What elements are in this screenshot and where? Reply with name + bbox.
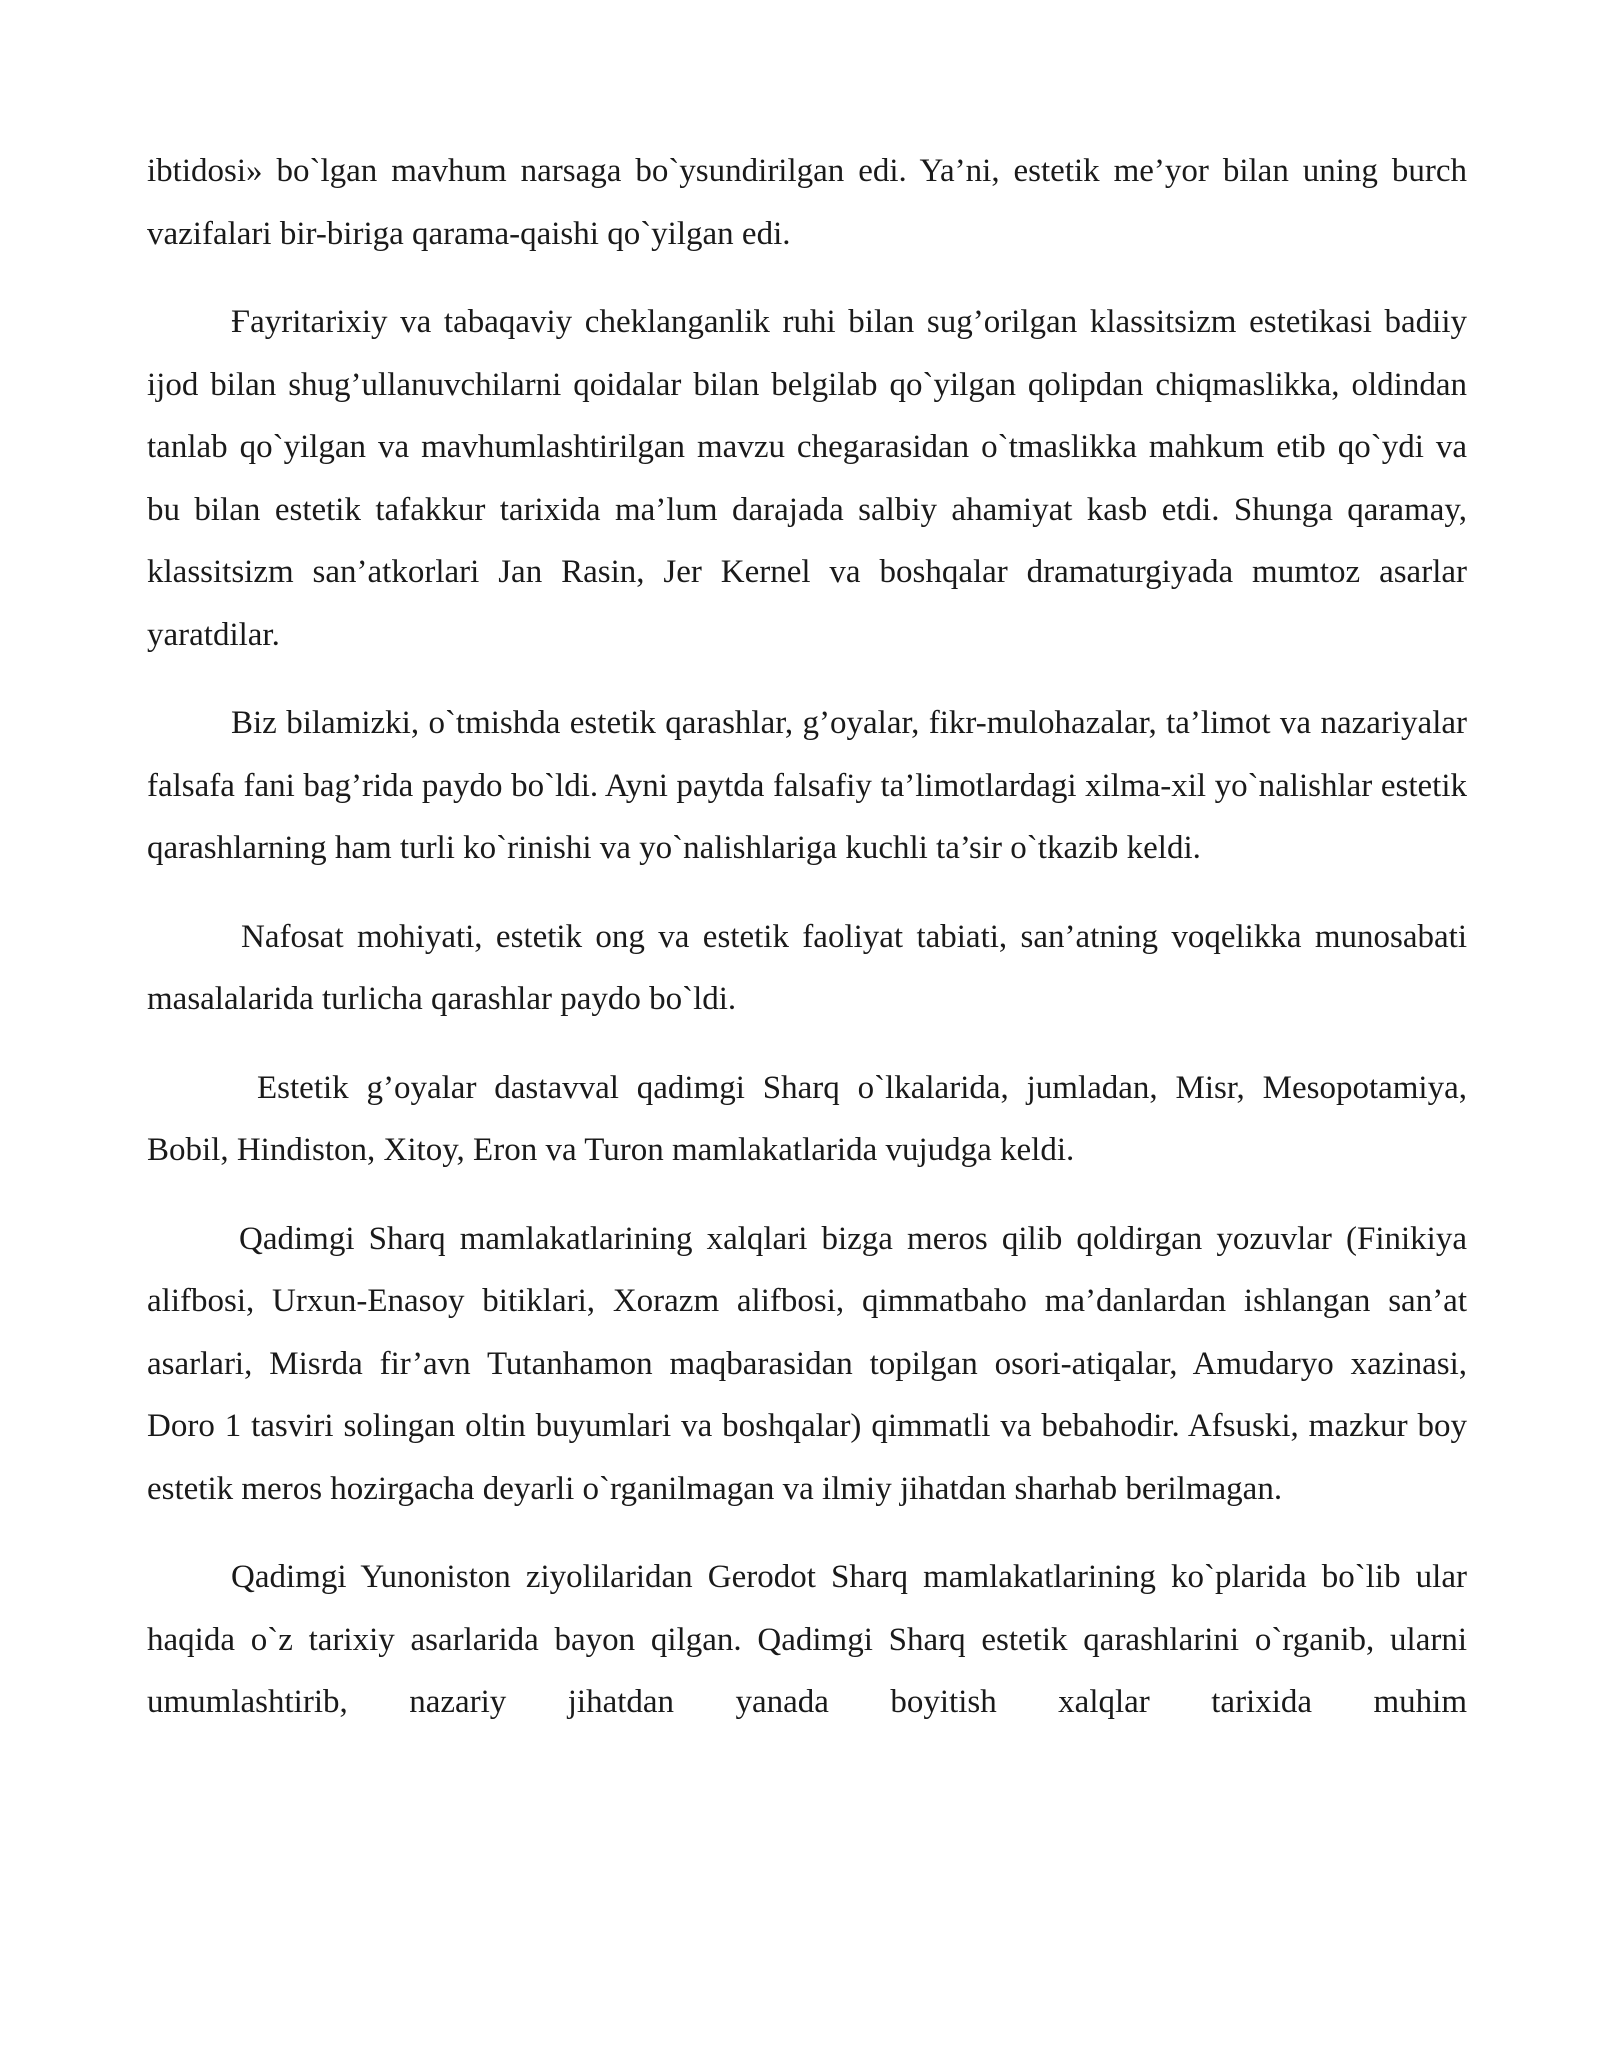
- paragraph-7: Qadimgi Yunoniston ziyolilaridan Gerodot Sharq mamlakatlarining ko`plarida bo`lib ular haqida o`z tarixiy asarlarida bayon qilgan. Qadimgi Sharq estetik qarashlarini o`rganib, ularni umumlashtirib, nazariy jihatdan yanada boyitish xalqlar tarixida muhim: [147, 1559, 1467, 1720]
- document-page: [147, 140, 1467, 1760]
- paragraph-3: Biz bilamizki, o`tmishda estetik qarashlar, g’oyalar, fikr-mulohazalar, ta’limot va nazariyalar falsafa fani bag’rida paydo bo`ldi. Ayni paytda falsafiy ta’limotlardagi xilma-xil yo`nalishlar estetik qarashlarning ham turli ko`rinishi va yo`nalishlariga kuchli ta’sir o`tkazib keldi.: [147, 705, 1467, 866]
- paragraph-1: ibtidosi» bo`lgan mavhum narsaga bo`ysundirilgan edi. Ya’ni, estetik me’yor bilan uning burch vazifalari bir-biriga qarama-qaishi qo`yilgan edi.: [147, 153, 1467, 252]
- paragraph-2: Ғayritarixiy va tabaqaviy cheklanganlik ruhi bilan sug’orilgan klassitsizm estetikasi badiiy ijod bilan shug’ullanuvchilarni qoidalar bilan belgilab qo`yilgan qolipdan chiqmaslikka, oldindan tanlab qo`yilgan va mavhumlashtirilgan mavzu chegarasidan o`tmaslikka mahkum etib qo`ydi va bu bilan estetik tafakkur tarixida ma’lum darajada salbiy ahamiyat kasb etdi. Shunga qaramay, klassitsizm san’atkorlari Jan Rasin, Jer Kernel va boshqalar dramaturgiyada mumtoz asarlar yaratdilar.: [147, 304, 1467, 653]
- paragraph-5: Estetik g’oyalar dastavval qadimgi Sharq o`lkalarida, jumladan, Misr, Mesopotamiya, Bobil, Hindiston, Xitoy, Eron va Turon mamlakatlarida vujudga keldi.: [147, 1069, 1467, 1168]
- paragraph-4: Nafosat mohiyati, estetik ong va estetik faoliyat tabiati, san’atning voqelikka munosabati masalalarida turlicha qarashlar paydo bo`ldi.: [147, 918, 1467, 1017]
- paragraph-6: Qadimgi Sharq mamlakatlarining xalqlari bizga meros qilib qoldirgan yozuvlar (Finikiya alifbosi, Urxun-Enasoy bitiklari, Xorazm alifbosi, qimmatbaho ma’danlardan ishlangan san’at asarlari, Misrda fir’avn Tutanhamon maqbarasidan topilgan osori-atiqalar, Amudaryo xazinasi, Doro 1 tasviri solingan oltin buyumlari va boshqalar) qimmatli va bebahodir. Afsuski, mazkur boy estetik meros hozirgacha deyarli o`rganilmagan va ilmiy jihatdan sharhab berilmagan.: [147, 1220, 1467, 1507]
